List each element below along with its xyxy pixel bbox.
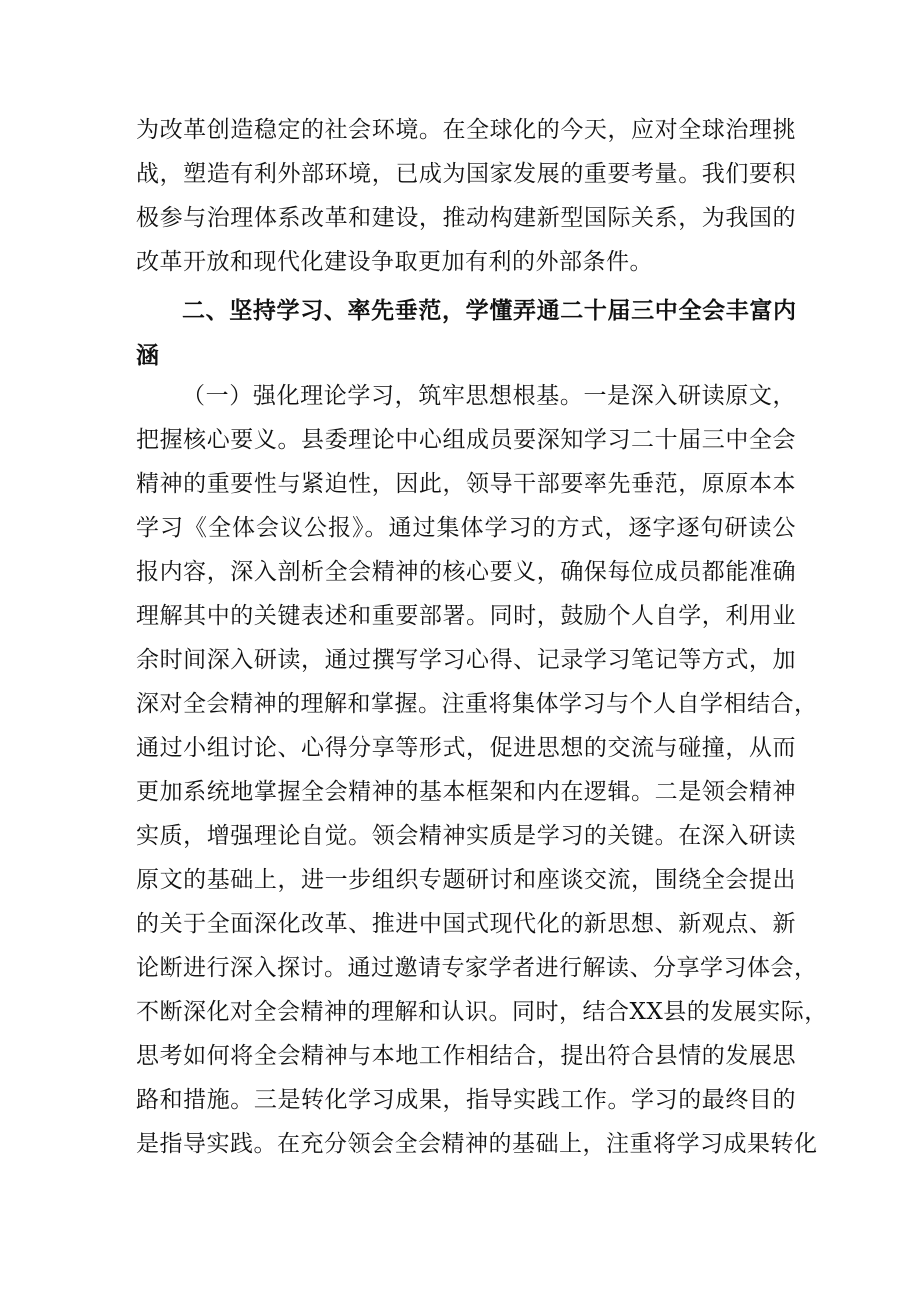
paragraph-line: 余时间深入研读，通过撰写学习心得、记录学习笔记等方式，加 xyxy=(136,647,796,673)
paragraph-line: （一）强化理论学习，筑牢思想根基。一是深入研读原文， xyxy=(182,383,796,409)
paragraph-line: 把握核心要义。县委理论中心组成员要深知学习二十届三中全会 xyxy=(136,427,796,453)
paragraph-line: 原文的基础上，进一步组织专题研讨和座谈交流，围绕全会提出 xyxy=(136,867,796,893)
paragraph-line: 更加系统地掌握全会精神的基本框架和内在逻辑。二是领会精神 xyxy=(136,779,796,805)
paragraph-line: 理解其中的关键表述和重要部署。同时，鼓励个人自学，利用业 xyxy=(136,603,796,629)
paragraph-line: 战，塑造有利外部环境，已成为国家发展的重要考量。我们要积 xyxy=(136,161,796,187)
paragraph-line: 论断进行深入探讨。通过邀请专家学者进行解读、分享学习体会， xyxy=(136,955,818,981)
paragraph-line: 精神的重要性与紧迫性，因此，领导干部要率先垂范，原原本本 xyxy=(136,471,796,497)
paragraph-line: 学习《全体会议公报》。通过集体学习的方式，逐字逐句研读公 xyxy=(136,515,796,541)
paragraph-line: 为改革创造稳定的社会环境。在全球化的今天，应对全球治理挑 xyxy=(136,117,796,143)
paragraph-line: 是指导实践。在充分领会全会精神的基础上，注重将学习成果转化 xyxy=(136,1131,818,1157)
paragraph-line: 深对全会精神的理解和掌握。注重将集体学习与个人自学相结合， xyxy=(136,691,818,717)
section-heading-line: 二、坚持学习、率先垂范，学懂弄通二十届三中全会丰富内 xyxy=(182,298,796,324)
paragraph-line: 的关于全面深化改革、推进中国式现代化的新思想、新观点、新 xyxy=(136,911,796,937)
section-heading-line: 涵 xyxy=(136,343,159,369)
paragraph-line: 不断深化对全会精神的理解和认识。同时，结合XX县的发展实际， xyxy=(136,999,828,1025)
paragraph-line: 实质，增强理论自觉。领会精神实质是学习的关键。在深入研读 xyxy=(136,823,796,849)
paragraph-line: 报内容，深入剖析全会精神的核心要义，确保每位成员都能准确 xyxy=(136,559,796,585)
paragraph-line: 思考如何将全会精神与本地工作相结合，提出符合县情的发展思 xyxy=(136,1043,796,1069)
paragraph-line: 改革开放和现代化建设争取更加有利的外部条件。 xyxy=(136,249,653,275)
paragraph-line: 通过小组讨论、心得分享等形式，促进思想的交流与碰撞，从而 xyxy=(136,735,796,761)
paragraph-line: 路和措施。三是转化学习成果，指导实践工作。学习的最终目的 xyxy=(136,1087,796,1113)
paragraph-line: 极参与治理体系改革和建设，推动构建新型国际关系，为我国的 xyxy=(136,205,796,231)
